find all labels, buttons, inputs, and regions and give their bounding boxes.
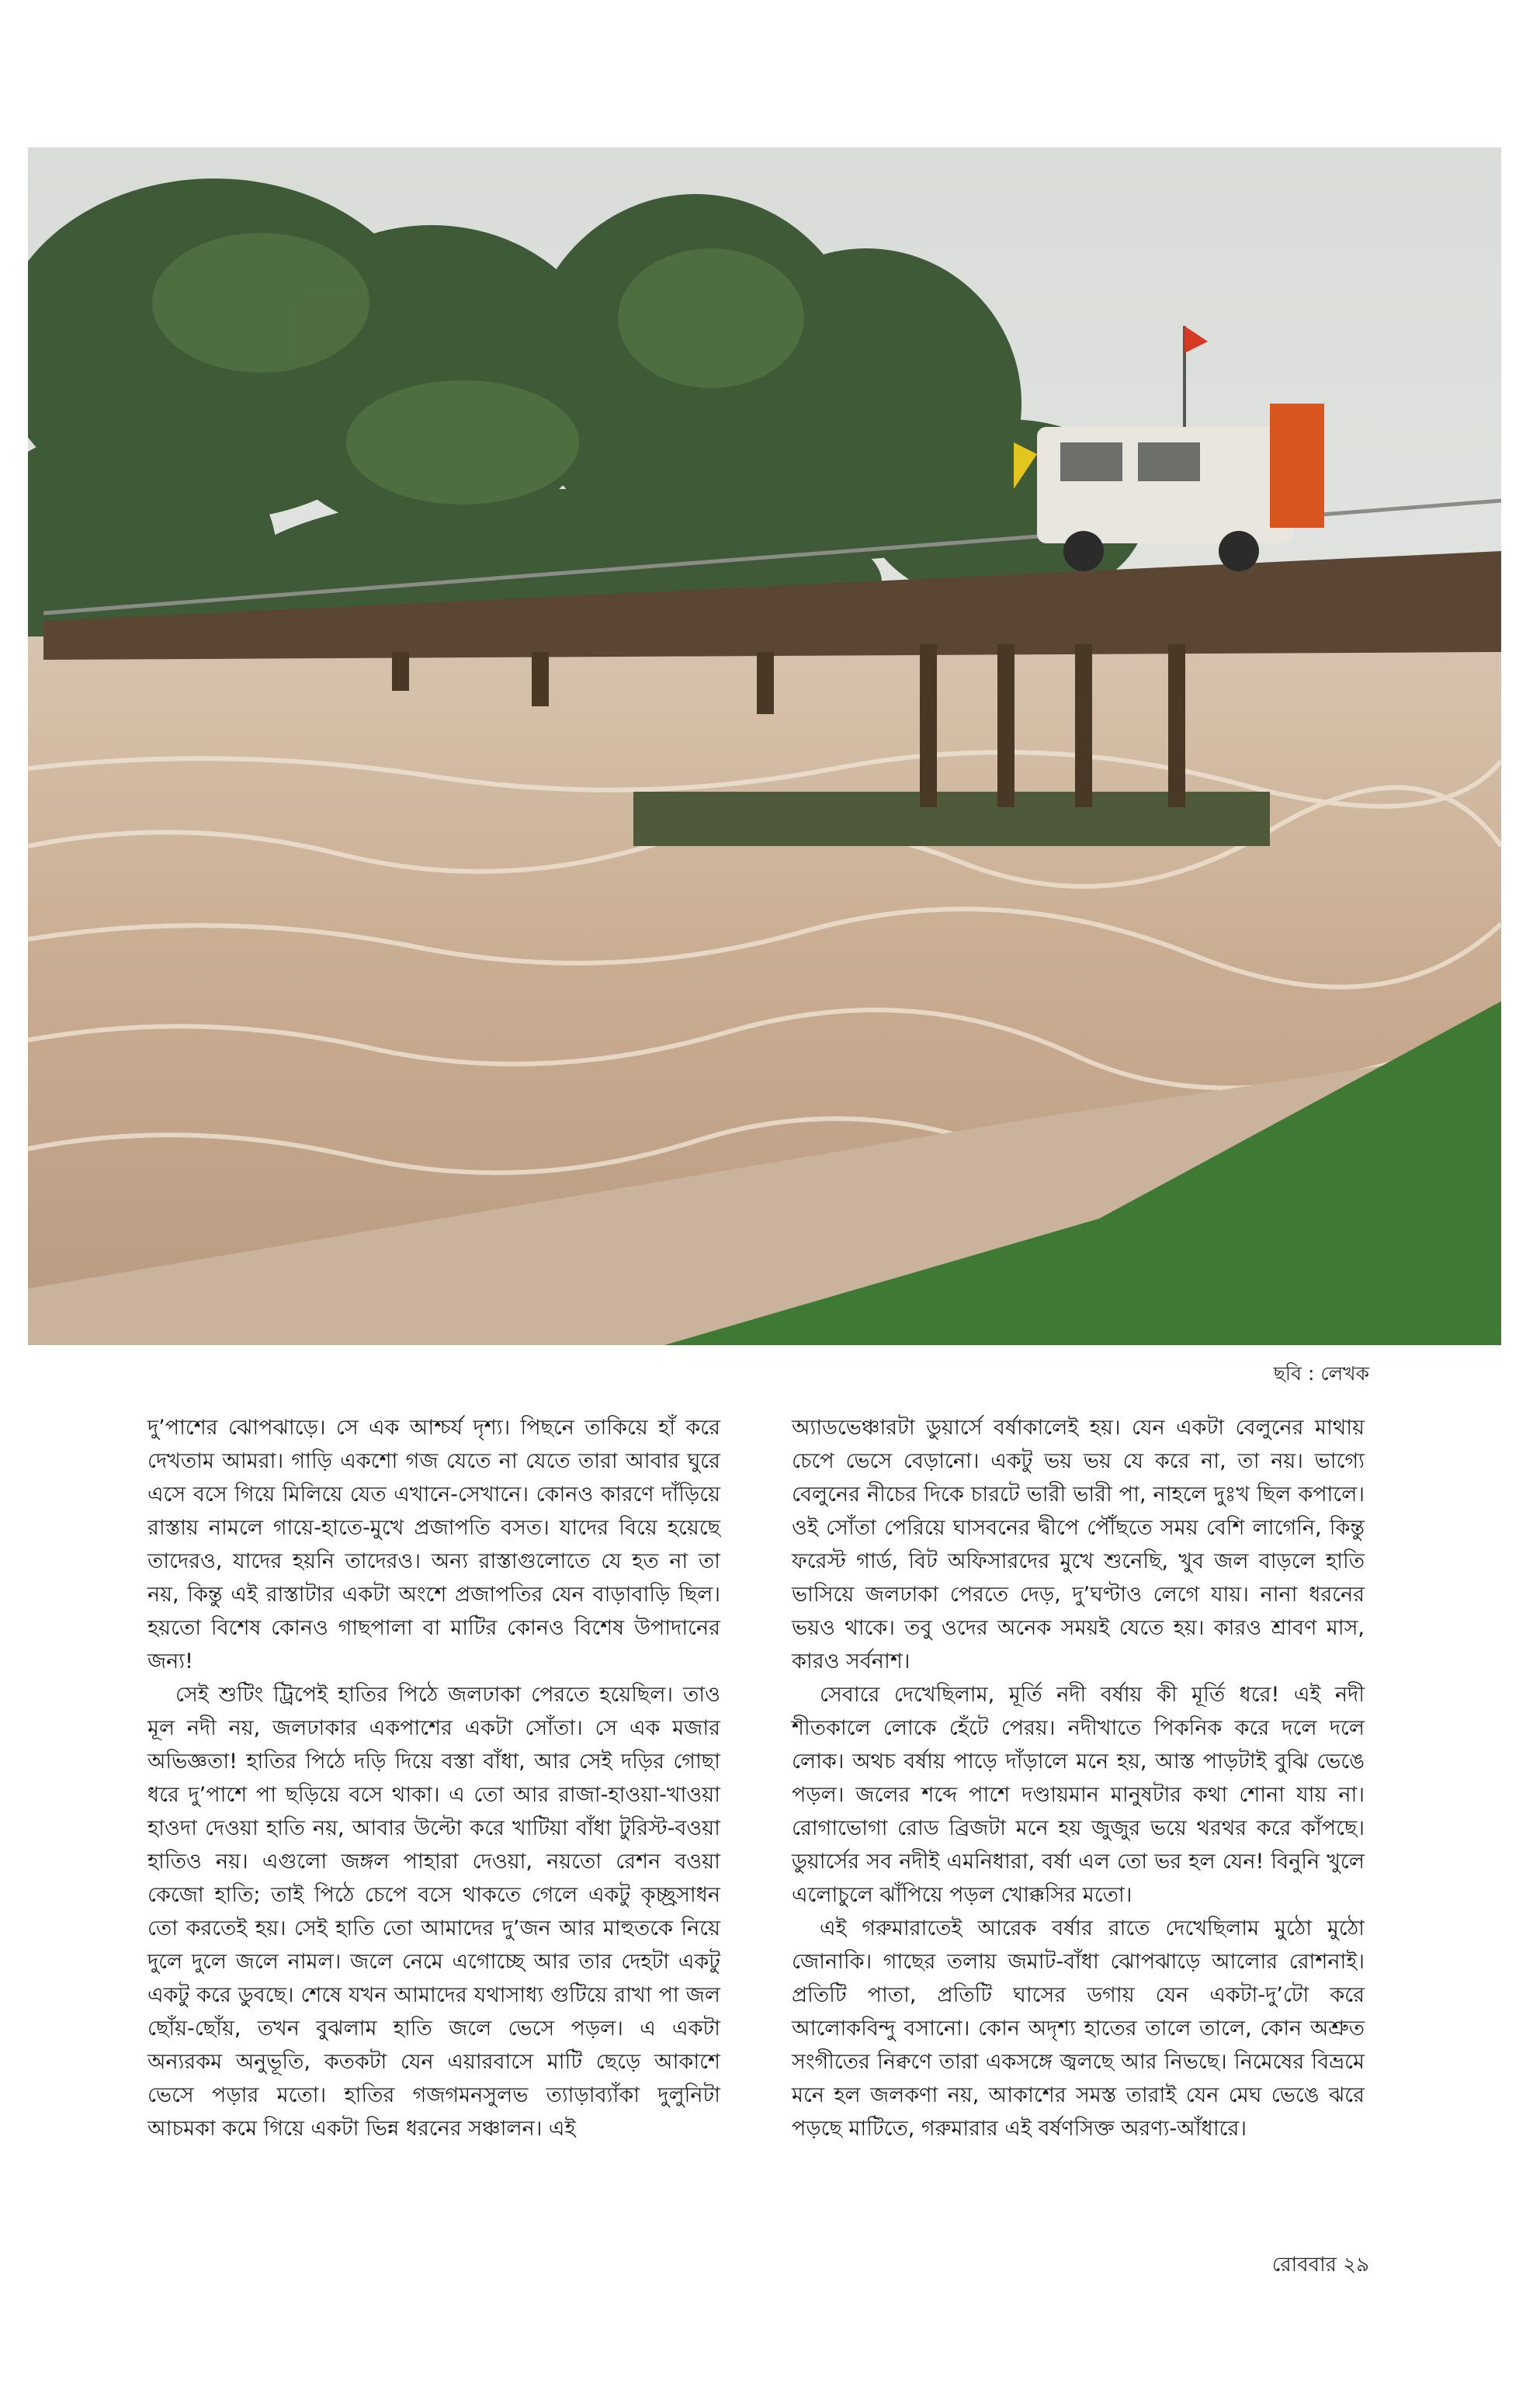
page-folio: রোববার ২৯	[1271, 2253, 1369, 2277]
paragraph: দু’পাশের ঝোপঝাড়ে। সে এক আশ্চর্য দৃশ্য। পিছনে তাকিয়ে হাঁ করে দেখতাম আমরা। গাড়ি একশো গজ যেতে না যেতে তারা আবার ঘুরে এসে বসে গিয়ে মিলিয়ে যেত এখানে-সেখানে। কোনও কারণে দাঁড়িয়ে রাস্তায় নামলে গায়ে-হাতে-মুখে প্রজাপতি বসত। যাদের বিয়ে হয়েছে তাদেরও, যাদের হয়নি তাদেরও। অন্য রাস্তাগুলোতে যে হত না তা নয়, কিন্তু এই রাস্তাটার একটা অংশে প্রজাপতির যেন বাড়াবাড়ি ছিল। হয়তো বিশেষ কোনও গাছপালা বা মাটির কোনও বিশেষ উপাদানের জন্য!	[147, 1416, 720, 1673]
article-column-right	[792, 1411, 1365, 2145]
photo-illustration	[28, 147, 1501, 1345]
paragraph: এই গরুমারাতেই আরেক বর্ষার রাতে দেখেছিলাম মুঠো মুঠো জোনাকি। গাছের তলায় জমাট-বাঁধা ঝোপঝাড়ে আলোর রোশনাই। প্রতিটি পাতা, প্রতিটি ঘাসের ডগায় যেন একটা-দু’টো করে আলোকবিন্দু বসানো। কোন অদৃশ্য হাতের তালে তালে, কোন অশ্রুত সংগীতের নিক্বণে তারা একসঙ্গে জ্বলছে আর নিভছে। নিমেষের বিভ্রমে মনে হল জলকণা নয়, আকাশের সমস্ত তারাই যেন মেঘ ভেঙে ঝরে পড়ছে মাটিতে, গরুমারার এই বর্ষণসিক্ত অরণ্য-আঁধারে।	[792, 1916, 1365, 2141]
jeep-wheel	[1063, 531, 1104, 571]
passengers	[1270, 404, 1324, 528]
jeep-wheel	[1219, 531, 1259, 571]
photo-credit: ছবি : লেখক	[1273, 1362, 1369, 1385]
paragraph: সেবারে দেখেছিলাম, মূর্তি নদী বর্ষায় কী মূর্তি ধরে! এই নদী শীতকালে লোকে হেঁটে পেরয়। নদীখাতে পিকনিক করে দলে দলে লোক। অথচ বর্ষায় পাড়ে দাঁড়ালে মনে হয়, আস্ত পাড়টাই বুঝি ভেঙে পড়ল। জলের শব্দে পাশে দণ্ডায়মান মানুষটার কথা শোনা যায় না। রোগাভোগা রোড ব্রিজটা মনে হয় জুজুর ভয়ে থরথর করে কাঁপছে। ডুয়ার্সের সব নদীই এমনিধারা, বর্ষা এল তো ভর হল যেন! বিনুনি খুলে এলোচুলে ঝাঁপিয়ে পড়ল খোক্কসির মতো।	[792, 1683, 1365, 1907]
paragraph: সেই শুটিং ট্রিপেই হাতির পিঠে জলঢাকা পেরতে হয়েছিল। তাও মূল নদী নয়, জলঢাকার একপাশের একটা সোঁতা। সে এক মজার অভিজ্ঞতা! হাতির পিঠে দড়ি দিয়ে বস্তা বাঁধা, আর সেই দড়ির গোছা ধরে দু’পাশে পা ছড়িয়ে বসে থাকা। এ তো আর রাজা-হাওয়া-খাওয়া হাওদা দেওয়া হাতি নয়, আবার উল্টো করে খাটিয়া বাঁধা টুরিস্ট-বওয়া হাতিও নয়। এগুলো জঙ্গল পাহারা দেওয়া, নয়তো রেশন বওয়া কেজো হাতি; তাই পিঠে চেপে বসে থাকতে গেলে একটু কৃচ্ছ্রসাধন তো করতেই হয়। সেই হাতি তো আমাদের দু’জন আর মাহুতকে নিয়ে দুলে দুলে জলে নামল। জলে নেমে এগোচ্ছে আর তার দেহটা একটু একটু করে ডুবছে। শেষে যখন আমাদের যথাসাধ্য গুটিয়ে রাখা পা জল ছোঁয়-ছোঁয়, তখন বুঝলাম হাতি জলে ভেসে পড়ল। এ একটা অন্যরকম অনুভূতি, কতকটা যেন এয়ারবাসে মাটি ছেড়ে আকাশে ভেসে পড়ার মতো। হাতির গজগমনসুলভ ত্যাড়াব্যাঁকা দুলুনিটা আচমকা কমে গিয়ে একটা ভিন্ন ধরনের সঞ্চালন। এই	[147, 1683, 720, 2141]
paragraph: অ্যাডভেঞ্চারটা ডুয়ার্সে বর্ষাকালেই হয়। যেন একটা বেলুনের মাথায় চেপে ভেসে বেড়ানো। একটু ভয় ভয় যে করে না, তা নয়। ভাগ্যে বেলুনের নীচের দিকে চারটে ভারী ভারী পা, নাহলে দুঃখ ছিল কপালে। ওই সোঁতা পেরিয়ে ঘাসবনের দ্বীপে পৌঁছতে সময় বেশি লাগেনি, কিন্তু ফরেস্ট গার্ড, বিট অফিসারদের মুখে শুনেছি, খুব জল বাড়লে হাতি ভাসিয়ে জলঢাকা পেরতে দেড়, দু’ঘণ্টাও লেগে যায়। নানা ধরনের ভয়ও থাকে। তবু ওদের অনেক সময়ই যেতে হয়। কারও শ্রাবণ মাস, কারও সর্বনাশ।	[792, 1416, 1365, 1673]
article-column-left	[147, 1411, 720, 2145]
flooded-river-bridge-photo	[28, 147, 1501, 1345]
